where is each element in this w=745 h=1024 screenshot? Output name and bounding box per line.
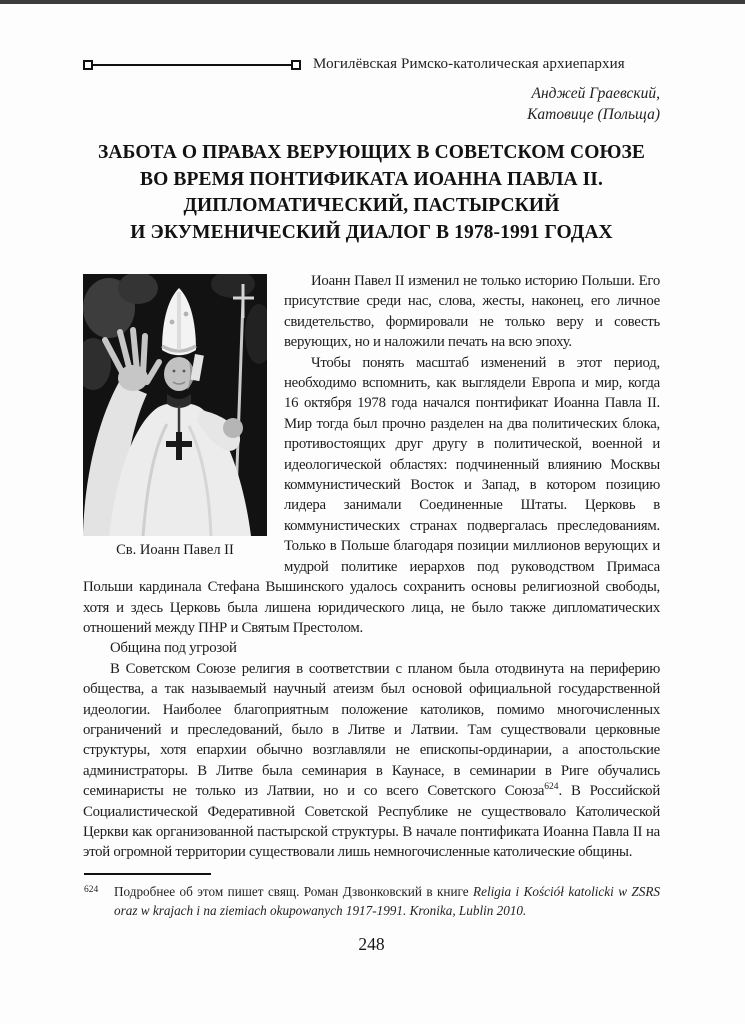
footnote-source: Religia i Kościół katolicki w ZSRS oraz w krajach i na ziemiach okupowanych 1917-1991. Kronika, Lublin 2010. [114, 883, 660, 919]
running-header [83, 56, 660, 73]
title-line: И ЭКУМЕНИЧЕСКИЙ ДИАЛОГ В 1978-1991 ГОДАХ [130, 221, 613, 243]
square-ornament-icon [83, 60, 93, 70]
footnote-marker: 624 [84, 884, 99, 895]
header-line [93, 64, 291, 66]
title-line: ВО ВРЕМЯ ПОНТИФИКАТА ИОАННА ПАВЛА II. [140, 168, 603, 190]
article-body [83, 271, 660, 863]
header-rule [83, 60, 301, 70]
author-name: Анджей Граевский, [531, 85, 660, 102]
footnote-text: Подробнее об этом пишет свящ. Роман Дзвонковский в книге [114, 883, 474, 899]
author-location: Катовице (Польща) [527, 106, 660, 123]
pope-photo-figure [83, 274, 267, 559]
page-content [83, 0, 660, 955]
paragraph-3-text: В Советском Союзе религия в соответствии с планом была отодвинута на периферию общества, а так называемый научный атеизм был основой официальной государственной идеологии. Наиболее благоприятным положение католиков, помимо многочисленных ограничений и преследований, было в Литве и Латвии. Там существовали церковные структуры, хотя епархии обычно возглавляли не епископы-ординарии, а апостольские администраторы. В Литве была семинария в Каунасе, в семинарии в Риге обучались семинаристы не только из Латвии, но и со всего Советского Союза [83, 660, 660, 800]
paragraph-1: Иоанн Павел II изменил не только историю Польши. Его присутствие среди нас, слова, жесты, наконец, его личное свидетельство, формировали не только веру и совесть верующих, но и наложили печать на всю эпоху. [284, 273, 660, 351]
photo-caption: Св. Иоанн Павел II [116, 542, 234, 558]
paragraph-2: Чтобы понять масштаб изменений в этот период, необходимо вспомнить, как выглядели Европа и мир, когда 16 октября 1978 года начался понтификат Иоанна Павла II. Мир тогда был прочно разделен на два политических блока, противостоящих друг другу в политической, военной и идеологической областях: подчиненный влиянию Москвы коммунистический Восток и Запад, в котором позицию лидера занимали Соединенные Штаты. Церковь в коммунистических странах подвергалась преследованиям. Только в Польше благодаря позиции миллионов верующих и мудрой политике иерархов под руководством Примаса Польши кардинала Стефана Вышинского удалось сохранить основы религиозной свободы, хотя и здесь Церковь была лишена юридического лица, не было также дипломатических отношений между ПНР и Святым Престолом. [83, 354, 660, 636]
article-title [83, 140, 660, 246]
footnote-block [83, 873, 660, 921]
page-number: 248 [358, 933, 385, 954]
square-ornament-icon [291, 60, 301, 70]
paragraph-3-text: . В Российской Социалистической Федеративной Советской Республике не существовало Католической Церкви как организованной пастырской структуры. В начале понтификата Иоанна Павла II на этой огромной территории существовали лишь немногочисленные католические общины. [83, 783, 660, 861]
footnote-reference: 624 [544, 782, 559, 793]
author-block [83, 83, 660, 125]
section-heading: Община под угрозой [110, 640, 237, 657]
title-line: ЗАБОТА О ПРАВАХ ВЕРУЮЩИХ В СОВЕТСКОМ СОЮЗЕ [97, 142, 646, 163]
header-text: Могилёвская Римско-католическая архиепархия [313, 56, 625, 72]
pope-photo [83, 274, 267, 536]
title-line: ДИПЛОМАТИЧЕСКИЙ, ПАСТЫРСКИЙ [183, 195, 560, 216]
paragraph-3 [83, 659, 660, 863]
footnote-separator [84, 873, 211, 875]
footnote [83, 882, 660, 921]
